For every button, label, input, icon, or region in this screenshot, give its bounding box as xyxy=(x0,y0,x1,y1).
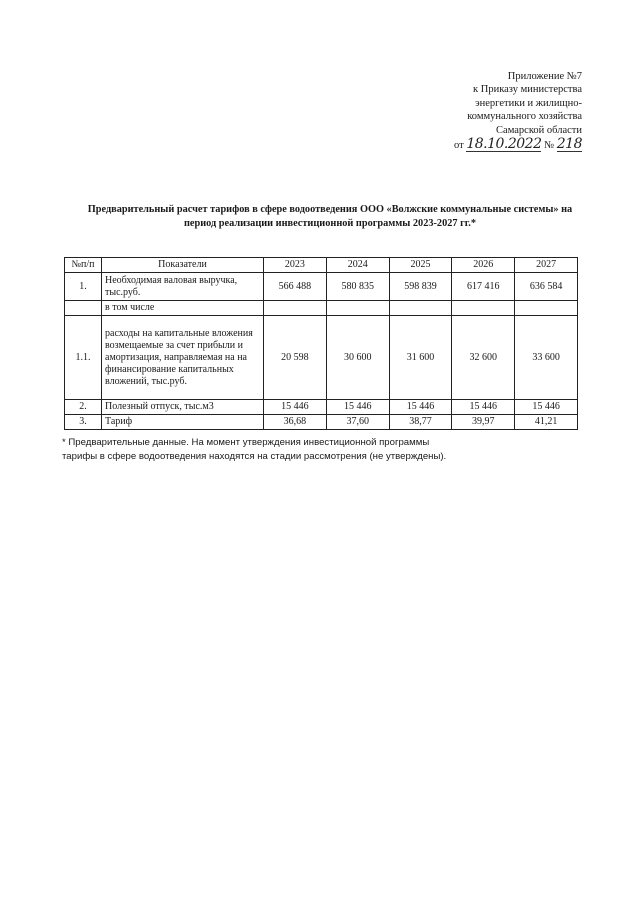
row-value: 636 584 xyxy=(515,273,578,301)
row-value: 32 600 xyxy=(452,316,515,400)
header-cell-year: 2023 xyxy=(264,258,327,273)
footnote xyxy=(62,436,542,464)
handwritten-number: 218 xyxy=(556,136,582,153)
header-cell-year: 2026 xyxy=(452,258,515,273)
row-number: 2. xyxy=(65,400,102,415)
table-row xyxy=(65,415,578,430)
footnote-line-1: * Предварительные данные. На момент утверждения инвестиционной программы xyxy=(62,437,430,448)
row-indicator: Полезный отпуск, тыс.м3 xyxy=(102,400,264,415)
row-value: 36,68 xyxy=(264,415,327,430)
row-value: 580 835 xyxy=(326,273,389,301)
title-line-1: Предварительный расчет тарифов в сфере водоотведения ООО «Волжские коммунальные системы» на xyxy=(87,204,573,215)
date-number-line xyxy=(454,138,582,152)
row-value xyxy=(515,301,578,316)
row-value xyxy=(452,301,515,316)
row-value: 15 446 xyxy=(515,400,578,415)
row-value: 38,77 xyxy=(389,415,452,430)
header-cell-num: №п/п xyxy=(65,258,102,273)
table-header-row xyxy=(65,258,578,273)
row-value: 15 446 xyxy=(264,400,327,415)
row-value xyxy=(264,301,327,316)
header-cell-year: 2025 xyxy=(389,258,452,273)
appendix-line: к Приказу министерства xyxy=(473,84,582,96)
row-value: 15 446 xyxy=(452,400,515,415)
row-value: 33 600 xyxy=(515,316,578,400)
appendix-line: энергетики и жилищно- xyxy=(475,97,582,109)
table-row xyxy=(65,316,578,400)
row-value: 41,21 xyxy=(515,415,578,430)
title-line-2: период реализации инвестиционной программы 2023-2027 гг.* xyxy=(183,218,477,229)
row-value: 617 416 xyxy=(452,273,515,301)
row-number: 3. xyxy=(65,415,102,430)
appendix-line: Приложение №7 xyxy=(507,71,582,82)
tariff-table xyxy=(64,257,578,430)
row-value: 30 600 xyxy=(326,316,389,400)
row-indicator: в том числе xyxy=(102,301,264,316)
number-prefix: № xyxy=(544,140,555,152)
appendix-header xyxy=(454,70,582,152)
row-value: 566 488 xyxy=(264,273,327,301)
header-cell-indicator: Показатели xyxy=(102,258,264,273)
row-indicator: расходы на капитальные вложения возмещаемые за счет прибыли и амортизация, направляемая на на финансирование капитальных вложений, тыс.руб. xyxy=(102,316,264,400)
document-title xyxy=(60,203,600,231)
row-value xyxy=(389,301,452,316)
row-indicator: Необходимая валовая выручка, тыс.руб. xyxy=(102,273,264,301)
row-indicator: Тариф xyxy=(102,415,264,430)
row-value: 31 600 xyxy=(389,316,452,400)
row-value: 20 598 xyxy=(264,316,327,400)
table-row xyxy=(65,301,578,316)
footnote-line-2: тарифы в сфере водоотведения находятся на стадии рассмотрения (не утверждены). xyxy=(62,451,447,462)
date-prefix: от xyxy=(453,140,464,152)
table-row xyxy=(65,400,578,415)
table-row xyxy=(65,273,578,301)
handwritten-date: 18.10.2022 xyxy=(466,136,542,153)
row-number: 1. xyxy=(65,273,102,301)
row-value: 15 446 xyxy=(389,400,452,415)
row-number xyxy=(65,301,102,316)
appendix-line: Самарской области xyxy=(496,124,582,136)
row-value: 598 839 xyxy=(389,273,452,301)
row-value xyxy=(326,301,389,316)
row-value: 39,97 xyxy=(452,415,515,430)
row-value: 37,60 xyxy=(326,415,389,430)
row-value: 15 446 xyxy=(326,400,389,415)
header-cell-year: 2024 xyxy=(326,258,389,273)
header-cell-year: 2027 xyxy=(515,258,578,273)
row-number: 1.1. xyxy=(65,316,102,400)
appendix-line: коммунального хозяйства xyxy=(467,111,582,123)
